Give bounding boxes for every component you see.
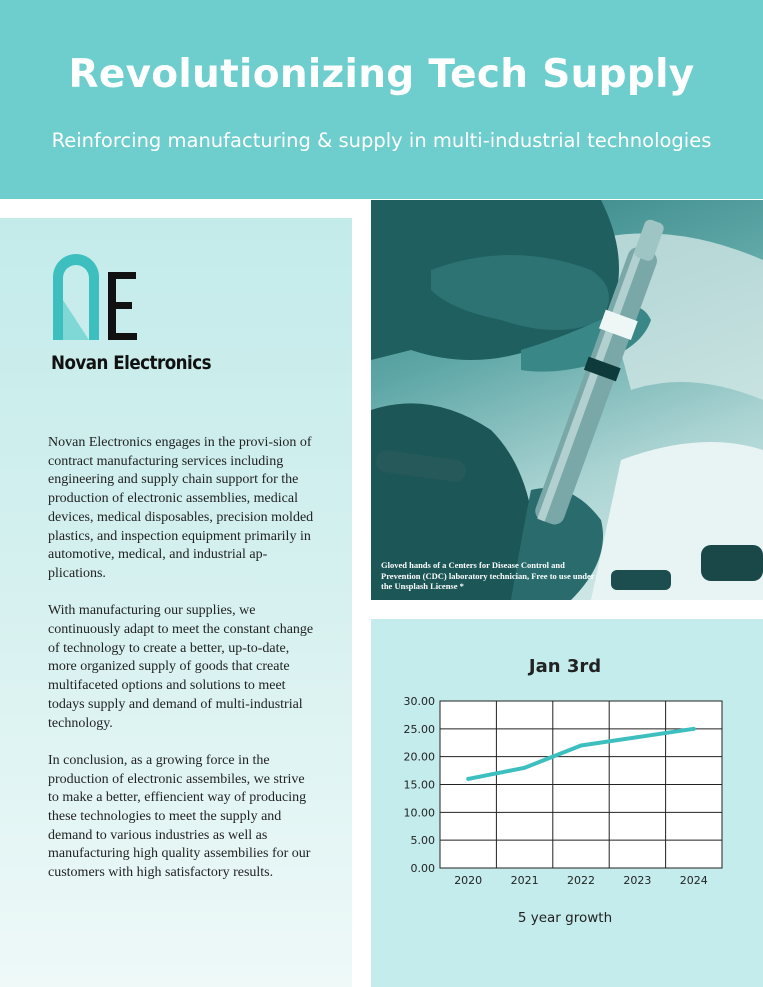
x-tick-label: 2022 — [567, 874, 595, 887]
growth-line-chart — [371, 619, 763, 987]
paragraph: Novan Electronics engages in the provi-sion of contract manufacturing services including engineering and supply chain support for the production of electronic assemblies, medical devices, medical disposables, precision molded plastics, and inspection equipment primarily in automotive, medical, and industrial ap-plications. — [48, 435, 314, 581]
company-logo — [50, 242, 230, 382]
data-point — [692, 727, 696, 731]
page-subtitle: Reinforcing manufacturing & supply in multi-industrial technologies — [51, 129, 712, 152]
chart-title: Jan 3rd — [528, 656, 602, 677]
photo-caption: Gloved hands of a Centers for Disease Control and Prevention (CDC) laboratory technician, Free to use under the Unsplash License * — [381, 560, 595, 591]
data-point — [523, 766, 527, 770]
header-banner — [0, 0, 763, 199]
y-tick-label: 0.00 — [410, 862, 435, 875]
x-tick-label: 2024 — [679, 874, 708, 887]
data-point — [466, 777, 470, 781]
chart-caption: 5 year growth — [517, 910, 613, 926]
y-tick-label: 5.00 — [410, 834, 435, 848]
x-tick-label: 2020 — [454, 874, 483, 887]
y-tick-label: 20.00 — [403, 750, 435, 764]
x-tick-label: 2021 — [510, 874, 539, 887]
left-panel — [0, 218, 352, 987]
x-tick-label: 2023 — [623, 874, 652, 887]
lab-photo — [371, 200, 763, 600]
page-title: Revolutionizing Tech Supply — [68, 52, 695, 97]
y-tick-label: 10.00 — [403, 806, 435, 820]
y-tick-label: 25.00 — [403, 722, 435, 736]
body-text — [48, 434, 316, 902]
chart-panel — [371, 619, 763, 987]
paragraph: With manufacturing our supplies, we continuously adapt to meet the constant change of technology to create a better, up-to-date, more organized supply of goods that create multifaceted options and solutions to meet todays supply and demand of multi-industrial technology. — [48, 603, 314, 731]
y-tick-label: 30.00 — [403, 695, 435, 708]
company-name: Novan Electronics — [51, 352, 212, 374]
gloved-hands-illustration — [371, 200, 763, 600]
data-point — [635, 735, 639, 739]
y-tick-label: 15.00 — [403, 778, 435, 792]
paragraph: In conclusion, as a growing force in the production of electronic assembiles, we strive to make a better, effiencient way of producing these technologies to meet the supply and demand to various industries as well as manufacturing high quality assembilies for our customers with high satisfactory results. — [48, 752, 311, 881]
plot-area — [404, 695, 723, 887]
data-point — [579, 744, 583, 748]
ne-monogram-logo — [50, 242, 150, 347]
